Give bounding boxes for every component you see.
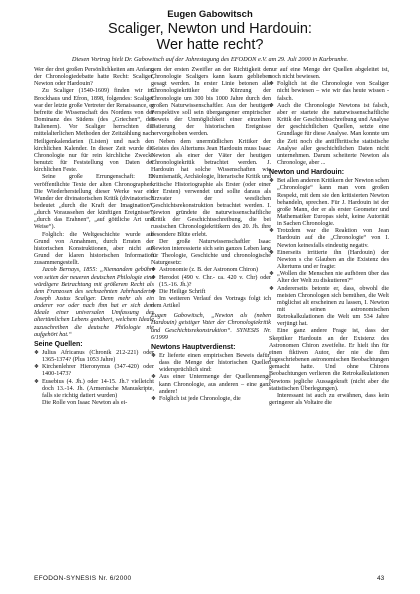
section-heading: Newtons Hauptverdienst:: [151, 343, 236, 351]
newton-hardouin-list: [269, 178, 389, 328]
list-item: ❖ Folglich ist jede Chronologie, die: [151, 396, 271, 403]
list-item: ❖ Astronomie (z. B. der Astronom Chiron): [151, 267, 271, 274]
paragraph: Im weiteren Verlauf des Vortrags folgt ich dem Artikel: [151, 296, 271, 310]
conclusion-list: [269, 81, 389, 167]
paragraph: Wer der drei großen Persönlichkeiten am Anfang der Chronologiedebatte hatte Recht: Scaliger, Newton oder Hardouin?: [34, 67, 154, 88]
quote-paragraph: Jacob Bernays, 1855: „Niemandem gebührt von seiten der neueren deutschen Philologie eine würdigere Betrachtung mit größerem Recht als dem Franzosen des sechszehnten Jahrhunderts, Joseph Justus Scaliger. Denn mehr als ein anderer vor oder nach ihm hat er sich dem Ideale einer universalen Umfassung des altertümlichen Lebens genähert, welchem Ideale zuzuschreiben die deutsche Philologie nie aufgehört hat.“: [34, 267, 154, 338]
footer-publication: EFODON-SYNESIS Nr. 6/2000: [34, 575, 132, 582]
page-number: 43: [377, 575, 385, 582]
article-subtitle: Diesen Vortrag hielt Dr. Gabowitsch auf der Jahrestagung des EFODON e.V. am 29. Juli 2000 in Kurbrunhe.: [71, 56, 349, 63]
paragraph: Interessant ist auch zu erwähnen, dass kein geringerer als Voltaire die: [269, 392, 389, 407]
list-item: ❖ Eusebius (4. Jh.) oder 14-15. Jh.? vielleicht doch 13.-14. Jh. (Armenische Manuskripte, falls sie richtig datiert wurden): [34, 379, 154, 400]
interest-list: [151, 267, 271, 296]
list-item: ❖ Aus einer Untermenge der Quellenmenge kann Chronologie, aus anderen – eine ganz andere!: [151, 374, 271, 395]
title-line-1: Scaliger, Newton und Hardouin:: [108, 21, 312, 37]
citation: Eugen Gabowitsch, „Newton als (neben Hardouin) geistiger Vater der Chronologiekritik und Geschichtsrekonstruktion“. SYNESIS Nr. 6/1999: [151, 313, 271, 341]
list-item: ❖ Auch die Chronologie Newtons ist falsch, aber er startete die naturwissenschaftliche Kritik der Geschichtsschreibung und Analyse der geschichtlichen Quellen, setzte eine Grundlage für diese Analyse. Man konnte um die Zeit noch die antiflhritische statistische Analyse aller geschichtlichen Daten nicht unternehmen. Darum scheiterte Newton als Chronologe, aber ...: [269, 103, 389, 167]
paragraph: Zu Scaliger (1540-1609) finden wir im Brockhaus und Efron, 1898, folgendes: Scaliger war der letzte große Vertreter der Renaissance, er befreite die Wissenschaft des Nordens von der Dominanz des Südens (des „Griechen“, des Italienern). Vor Scaliger herrschten die mittelalterlichen Methoden der Zeitzählung nach Heiligenkalendarien (Listen) und nach den kirchlichen Kalender. In dieser Zeit wurde die Chronologie nur für rein kirchliche Zwecke benutzt: für Feststellung von Daten der kirchlichen Feste.: [34, 88, 155, 174]
column-2: [151, 67, 271, 403]
list-item: ❖ Einerseits irritierte ihn (Hardouin) der Newton s che Glauben an die Existenz des Altertums und er fragte:: [269, 250, 389, 271]
paragraph: Die Rolle von Isaac Newton als ei-: [42, 400, 128, 407]
column-1: [34, 67, 154, 407]
paragraph: nem der ersten Zweifler an der Richtigkeit der Chronologie Scaligers kann kaum geblieben gesagt werden. In erster Linie betonen alle Chronologiekritiker die Kürzung der Chronologie um 300 bis 1000 Jahre durch den großen Naturwissenschaftler. Aus der heutigen Perspektive soll sein übergangener empirischer Beweis der Unmöglichkeit einer einzelnen Datierung der historischen Ereignisse hervorgehoben werden.: [151, 67, 271, 138]
section-heading: Newton und Hardouin:: [269, 169, 345, 177]
paragraph: nur auf eine Menge der Quellen abgeleitet ist, noch nicht bewiesen.: [269, 67, 389, 81]
list-item: ❖ Andererseits betonte er, dass, obwohl die meisten Chronologen sich bemühen, die Welt möglichst alt erscheinen zu lassen, I. Newton mit seinen astronomischen Retrokalkulationen die Welt um 534 Jahre verjüngt hat.: [269, 286, 389, 329]
title-line-2: Wer hatte recht?: [156, 37, 264, 53]
list-item: ❖ Trotzdem war die Reaktion von Jean Hardouin auf die „Chronologie“ von I. Newton keinesfalls eindeutig negativ.: [269, 228, 389, 249]
list-item: ❖ Herodot (490 v. Chr.- ca. 420 v. Chr) oder (15.-16. Jh.)?: [151, 275, 271, 289]
paragraph: Seine große Errungenschaft: Er veröffentlichte Texte der alten Chronographen. Die Wiederherstellung dieser Werke war ein Wunder der divinatorischen Kritik (divinatorisch bedeutet „durch die Kraft der Imagination“, „durch Voraussehen der künftigen Ereignisse“, „durch das Erahnen“, „auf göttliche Art und Weise“).: [34, 174, 154, 231]
list-item: ❖ Bei allen anderen Kritikern der Newton schen „Chronologie“ kann man vom großen Respekt, mit dem sie den kritisierten Newton behandeln, sprechen. Für J. Hardouin ist der große Mann, der er als erster Geometer und Mathematiker Europas sieht, keine Autorität in Sachen Chronologie.: [269, 178, 389, 228]
article-title: [0, 21, 420, 53]
paragraph: Folglich: die Weltgeschichte wurde auf Grund von Annahmen, durch Erraten der historischen Konstruktionen, aber nicht auf Grund der klaren historischen Information zusammengestellt.: [34, 231, 154, 267]
paragraph: Neben dem unermüdlichen Kritiker der Geistes des Altertums Jean Hardouin muss Isaac Newton als einer der Väter der heutigen Chronologiekritik betrachtet werden. J. Hardouin hat solche Wissenschaften wie Numismatik, Archäologie, literarische Kritik und kritische Historiographie als Erster (oder einer der Ersten) verwendet und sollte daraus als Erzvater der westlichen Geschichtsrekonstruktion betrachtet werden. I. Newton gründete die naturwissenschaftliche Kritik der Geschichtsschreibung, die bei russischen Chronologiekritikern des 20. Jh. ihre besondere Blüte erlebt.: [151, 138, 271, 238]
list-item: ❖ Er lieferte einen empirischen Beweis dafür, dass die Menge der historischen Quellen widersprüchlich sind:: [151, 353, 271, 374]
author-name: Eugen Gabowitsch: [167, 9, 253, 20]
paragraph: Der große Naturwissenschaftler Isaac Newton interessierte sich sein ganzes Leben lang für Theologie, Geschichte und chronologische Naturgesetz:: [151, 238, 271, 267]
source-list: [34, 350, 154, 400]
column-3: [269, 67, 389, 407]
merit-list: [151, 353, 271, 403]
list-item: ❖ Folglich ist die Chronologie von Scaliger nicht bewiesen – wie wir das heute wissen - falsch.: [269, 81, 389, 102]
paragraph: Eine ganz andere Frage ist, dass der Skeptiker Hardouin an der Existenz des Astronomen Chiron zweifelte. Er hielt ihn für einen fiktiven Autor, der nie die ihm zugeschriebenen astronomischen Beobachtungen gemacht hatte. Und ohne Chirons Beobachtungen verlieren die Retrokalkulationen Newtons jegliche Aussagekraft (nicht aber die statistischen Überlegungen).: [269, 328, 389, 392]
list-item: ❖ Kirchenlehrer Hieronymus (347-420) oder 1400-1473?: [34, 364, 154, 378]
list-item: ❖ „Wollen die Menschen nie aufhören über das Alter der Welt zu diskutieren?“: [269, 271, 389, 285]
list-item: ❖ Die Heilige Schrift: [151, 289, 271, 296]
list-item: ❖ Julius Africanus (Chronik 212-221) oder 1365-1374? (Plus 1053 Jahre): [34, 350, 154, 364]
section-heading: Seine Quellen:: [34, 340, 83, 348]
